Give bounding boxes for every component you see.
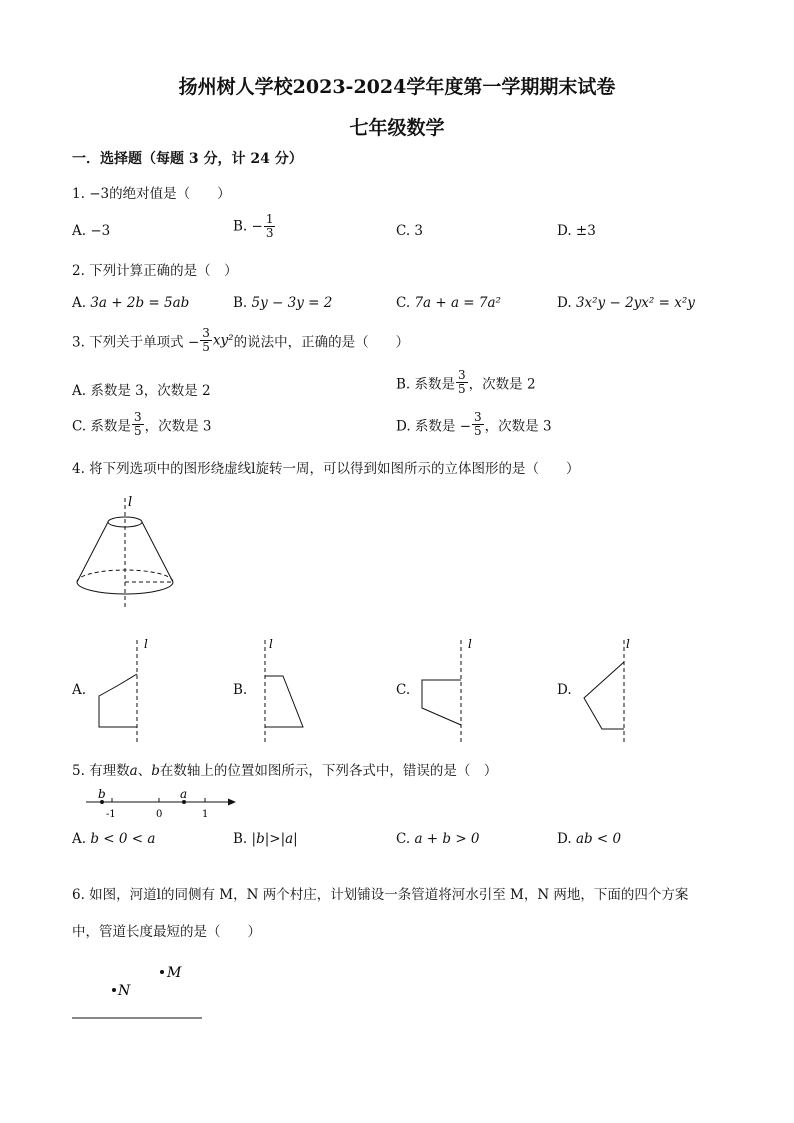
q3-option-c-suffix: ，次数是 3 (144, 418, 212, 435)
q5-separator: 、 (137, 763, 152, 779)
question-3 (72, 327, 409, 354)
option-a-shape (99, 674, 137, 727)
q3-option-b-suffix: ，次数是 2 (468, 376, 536, 393)
q3-option-b-fraction: $\frac{3}{5}$ (458, 368, 466, 396)
exam-subtitle: 七年级数学 (349, 117, 445, 139)
q5-stem-prefix: 5. 有理数 (72, 763, 130, 779)
q3-option-d-suffix: ，次数是 3 (484, 418, 552, 435)
q3-option-b[interactable] (396, 369, 536, 396)
question-1 (72, 182, 231, 202)
q2-option-b[interactable] (233, 295, 332, 311)
q4-option-c-label[interactable]: C. (396, 682, 411, 698)
number-line-arrow (228, 799, 236, 806)
q5-option-d[interactable] (557, 831, 621, 847)
village-n-point (112, 988, 116, 992)
q2-option-d[interactable] (557, 295, 695, 311)
q1-option-b-label: B. − (233, 218, 263, 235)
q3-option-d-prefix: D. 系数是 − (396, 418, 472, 435)
q1-option-d[interactable]: D. ±3 (557, 223, 596, 239)
frustum-figure (70, 490, 190, 612)
q2-option-d-expr: 3x²y − 2yx² = x²y (575, 295, 695, 311)
q5-variable-b: b (151, 763, 160, 779)
tick-0-label: 0 (156, 809, 163, 820)
q2-option-b-expr: 5y − 3y = 2 (251, 295, 333, 311)
q3-stem-fraction: $\frac{3}{5}$ (202, 326, 210, 354)
number-line (84, 788, 244, 822)
q4-option-a-label[interactable]: A. (72, 682, 87, 698)
q3-option-c-prefix: C. 系数是 (72, 418, 131, 435)
exam-title: 扬州树人学校2023-2024学年度第一学期期末试卷 (178, 76, 616, 98)
q2-option-a[interactable] (72, 295, 189, 311)
option-d-shape (584, 662, 624, 729)
q2-option-d-label: D. (557, 295, 572, 311)
river-villages-figure (70, 960, 210, 1026)
axis-label: l (626, 637, 630, 651)
frustum-left-edge (77, 522, 108, 582)
q2-option-c[interactable] (396, 295, 501, 311)
q3-option-d[interactable] (396, 411, 552, 438)
q5-option-d-label: D. (557, 831, 572, 847)
village-m-label: M (167, 965, 182, 981)
q5-option-c-expr: a + b > 0 (414, 831, 480, 847)
q4-option-d-figure[interactable] (578, 636, 648, 746)
q1-option-b-fraction: $\frac{1}{3}$ (265, 212, 274, 240)
q5-option-b-expr: |b|>|a| (251, 831, 298, 847)
q5-option-b[interactable] (233, 831, 298, 847)
q5-option-c-label: C. (396, 831, 411, 847)
q5-variable-a: a (129, 763, 138, 779)
question-2: 2. 下列计算正确的是（ ） (72, 263, 238, 279)
q1-option-b[interactable] (233, 213, 276, 240)
frustum-axis-label: l (128, 495, 133, 510)
q3-option-b-prefix: B. 系数是 (396, 376, 456, 393)
q3-stem-prefix: 3. 下列关于单项式 − (72, 334, 200, 351)
q5-stem-suffix: 在数轴上的位置如图所示，下列各式中，错误的是（ ） (159, 763, 498, 779)
frustum-right-edge (142, 522, 173, 582)
q5-option-a[interactable] (72, 831, 155, 847)
q2-option-a-label: A. (72, 295, 87, 311)
q4-option-b-label[interactable]: B. (233, 682, 248, 698)
q2-option-c-expr: 7a + a = 7a² (414, 295, 501, 311)
q5-option-a-label: A. (72, 831, 87, 847)
q1-option-a[interactable]: A. −3 (72, 223, 111, 239)
point-b-label: b (98, 787, 106, 801)
point-a-label: a (180, 787, 188, 801)
option-c-shape (422, 680, 461, 725)
village-m-point (160, 970, 164, 974)
q1-option-c[interactable]: C. 3 (396, 223, 424, 239)
q2-option-c-label: C. (396, 295, 411, 311)
question-6-line-1: 6. 如图，河道l的同侧有 M，N 两个村庄，计划铺设一条管道将河水引至 M，N 两地，下面的四个方案 (72, 887, 689, 903)
q4-option-a-figure[interactable] (90, 636, 160, 746)
axis-label: l (144, 637, 148, 651)
section-heading: 一．选择题（每题 3 分，计 24 分） (72, 151, 303, 167)
q5-option-b-label: B. (233, 831, 248, 847)
q5-option-d-expr: ab < 0 (575, 831, 622, 847)
q3-option-c[interactable] (72, 411, 211, 438)
tick-1-label: 1 (202, 809, 209, 820)
question-4: 4. 将下列选项中的图形绕虚线l旋转一周，可以得到如图所示的立体图形的是（ ） (72, 461, 580, 477)
q1-expr: −3 (89, 186, 110, 202)
axis-label: l (468, 637, 472, 651)
q2-option-a-expr: 3a + 2b = 5ab (90, 295, 190, 311)
option-b-shape (265, 676, 303, 727)
q5-option-a-expr: b < 0 < a (90, 831, 156, 847)
q3-option-d-fraction: $\frac{3}{5}$ (474, 410, 482, 438)
q2-option-b-label: B. (233, 295, 248, 311)
q1-number: 1. (72, 186, 85, 202)
q4-option-d-label[interactable]: D. (557, 682, 572, 698)
q4-option-c-figure[interactable] (416, 636, 486, 746)
q5-option-c[interactable] (396, 831, 480, 847)
q3-option-a[interactable]: A. 系数是 3，次数是 2 (72, 383, 211, 399)
q3-option-c-fraction: $\frac{3}{5}$ (133, 410, 142, 438)
question-5 (72, 759, 497, 779)
tick-neg1-label: -1 (106, 809, 116, 820)
q3-stem-variable: xy² (212, 332, 234, 349)
q3-stem-suffix: 的说法中，正确的是（ ） (233, 334, 410, 351)
village-n-label: N (118, 983, 131, 999)
q1-stem-text: 的绝对值是（ ） (109, 186, 231, 202)
q4-option-b-figure[interactable] (255, 636, 325, 746)
question-6-line-2: 中，管道长度最短的是（ ） (72, 924, 261, 940)
axis-label: l (269, 637, 273, 651)
